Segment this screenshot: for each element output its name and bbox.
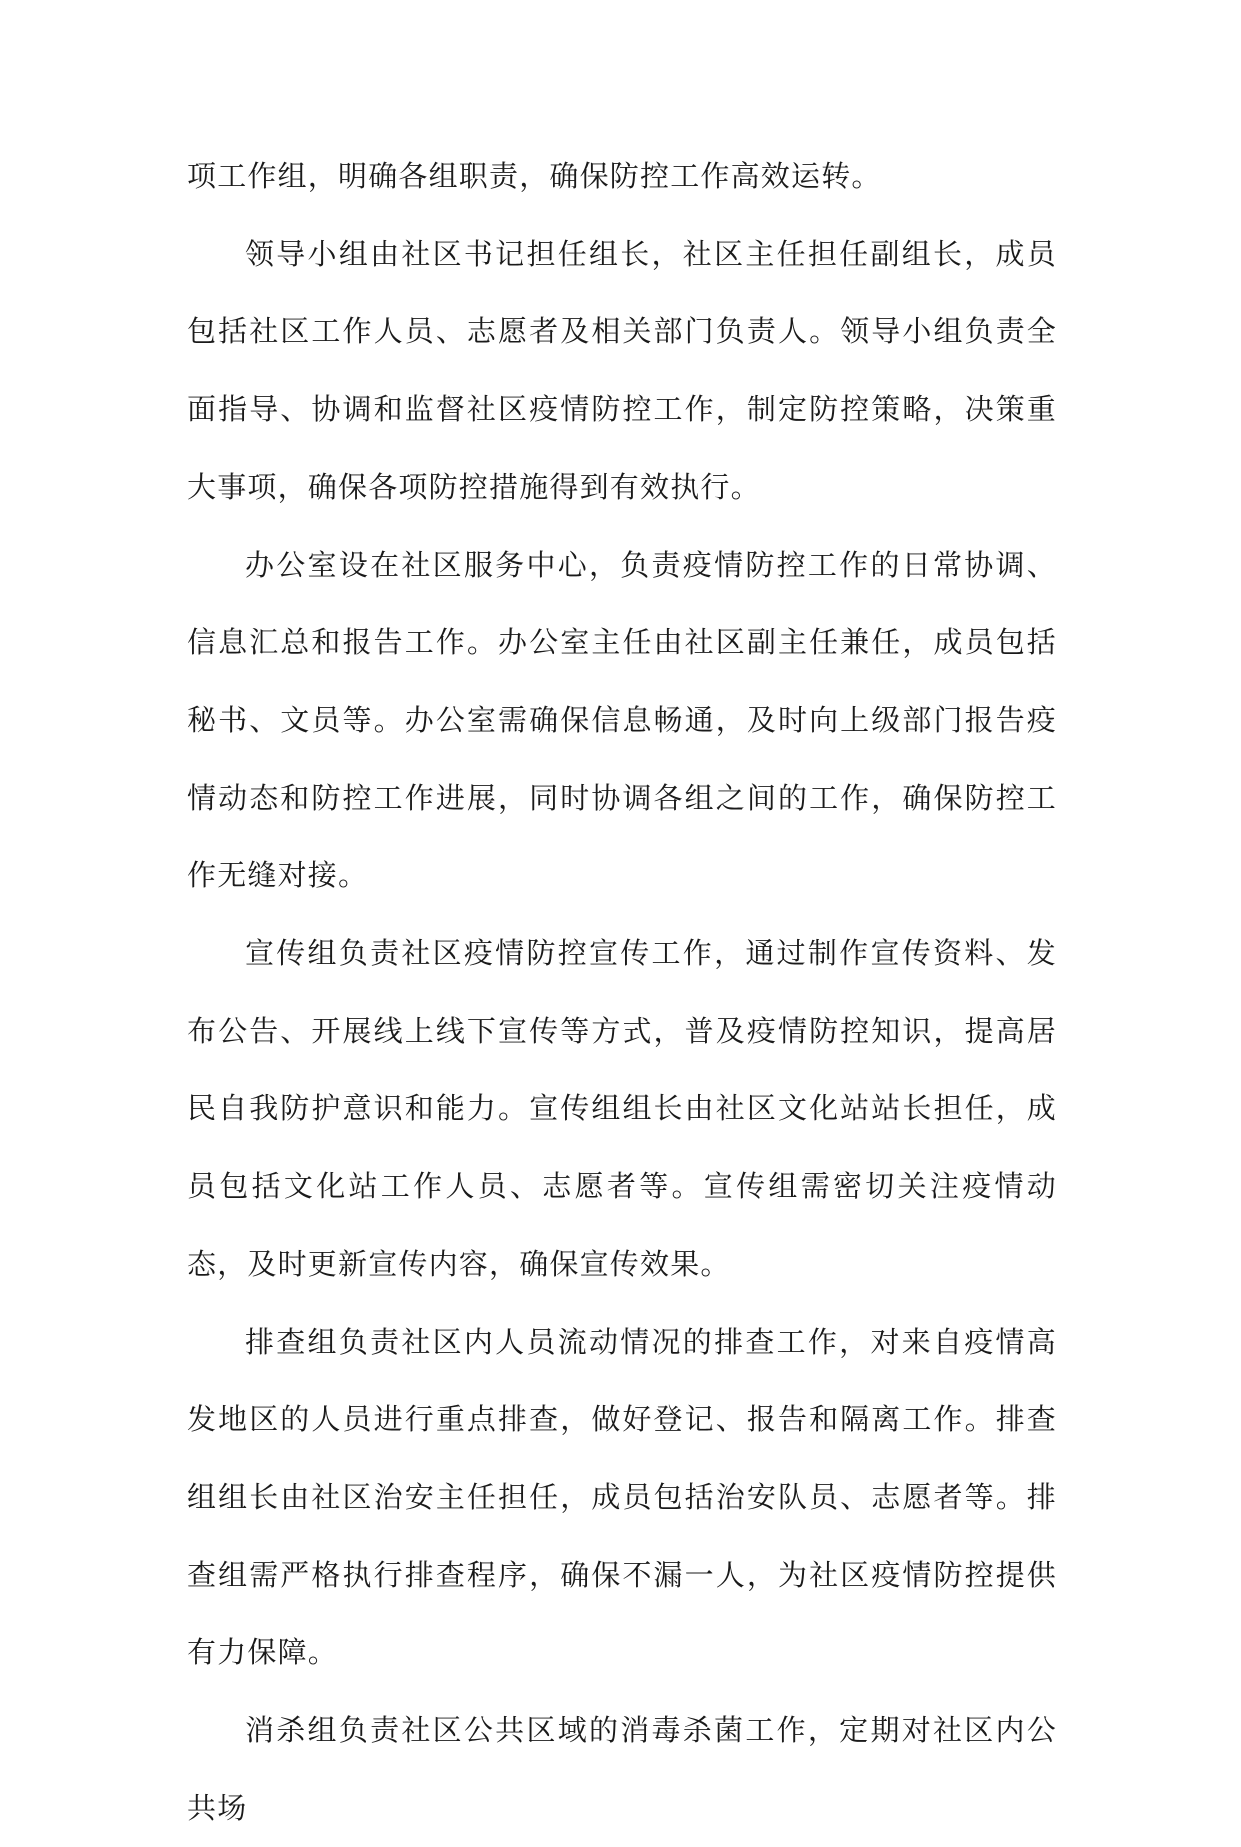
- paragraph-1: 项工作组，明确各组职责，确保防控工作高效运转。: [187, 159, 882, 193]
- paragraph-3: 办公室设在社区服务中心，负责疫情防控工作的日常协调、信息汇总和报告工作。办公室主任由社区副主任兼任，成员包括秘书、文员等。办公室需确保信息畅通，及时向上级部门报告疫情动态和防控工作进展，同时协调各组之间的工作，确保防控工作无缝对接。: [187, 547, 1057, 893]
- paragraph-5: 排查组负责社区内人员流动情况的排查工作，对来自疫情高发地区的人员进行重点排查，做好登记、报告和隔离工作。排查组组长由社区治安主任担任，成员包括治安队员、志愿者等。排查组需严格执行排查程序，确保不漏一人，为社区疫情防控提供有力保障。: [187, 1324, 1057, 1670]
- paragraph-6: 消杀组负责社区公共区域的消毒杀菌工作，定期对社区内公共场: [187, 1713, 1057, 1825]
- paragraph-4: 宣传组负责社区疫情防控宣传工作，通过制作宣传资料、发布公告、开展线上线下宣传等方式，普及疫情防控知识，提高居民自我防护意识和能力。宣传组组长由社区文化站站长担任，成员包括文化站工作人员、志愿者等。宣传组需密切关注疫情动态，及时更新宣传内容，确保宣传效果。: [187, 936, 1057, 1281]
- paragraph-2: 领导小组由社区书记担任组长，社区主任担任副组长，成员包括社区工作人员、志愿者及相关部门负责人。领导小组负责全面指导、协调和监督社区疫情防控工作，制定防控策略，决策重大事项，确保各项防控措施得到有效执行。: [187, 236, 1057, 504]
- document-body: [187, 138, 1057, 1847]
